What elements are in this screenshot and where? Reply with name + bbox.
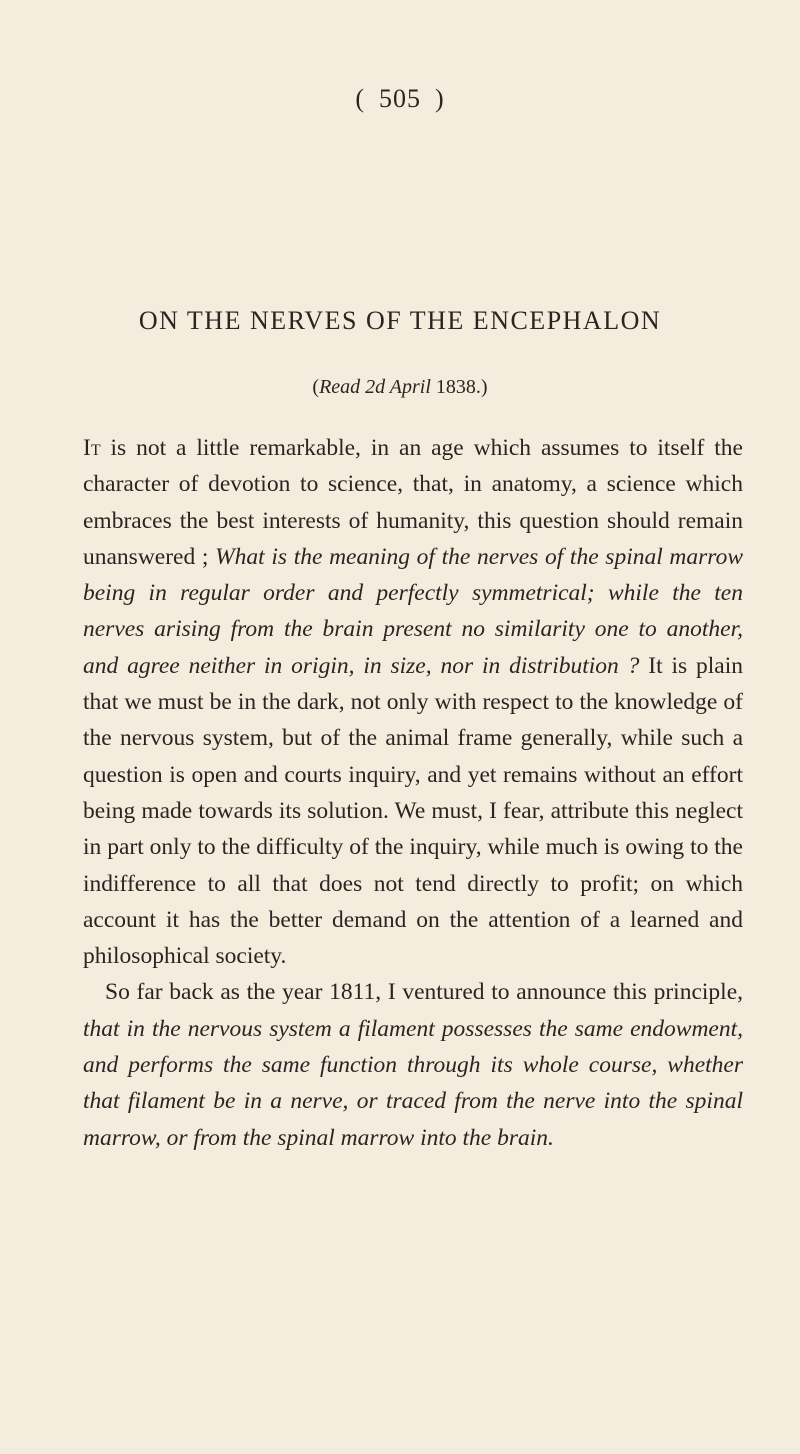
read-date-close: .) — [475, 376, 488, 398]
page-number-open-paren: ( — [355, 84, 365, 113]
paragraph-1-question: What is the meaning of the nerves of the spinal marrow being in regular order and perfectly symmetrical; while the ten nerves arising from the brain present no similarity one to another, and agree neither in origin, in size, nor in distribution ? — [83, 543, 743, 679]
read-date-year: 1838 — [435, 376, 476, 398]
read-date-note — [0, 376, 800, 399]
article-title: ON THE NERVES OF THE ENCEPHALON — [138, 306, 662, 335]
paragraph-2-intro: So far back as the year 1811, I ventured to announce this principle, — [105, 979, 743, 1006]
page-number-value: 505 — [379, 84, 421, 113]
paragraph-1-lead: It — [83, 435, 101, 461]
page-number-close-paren: ) — [435, 84, 445, 113]
paragraph-1 — [83, 430, 743, 974]
paragraph-1-rest: It is plain that we must be in the dark, not only with respect to the knowledge of the nervous system, but of the animal frame generally, while such a question is open and courts inquiry, and yet remains without an effort being made towards its solution. We must, I fear, attribute this neglect in part only to the difficulty of the inquiry, while much is owing to the indifference to all that does not tend directly to profit; on which account it has the better demand on the attention of a learned and philosophical society. — [83, 652, 743, 970]
paragraph-2-principle: that in the nervous system a filament possesses the same endowment, and performs the same function through its whole course, whether that filament be in a nerve, or traced from the nerve into the spinal marrow, or from the spinal marrow into the brain. — [83, 1015, 743, 1151]
read-date-italic: Read 2d April — [319, 376, 431, 398]
paragraph-1-intro: is not a little remarkable, in an age which assumes to itself the character of devotion to science, that, in anatomy, a science which embraces the best interests of humanity, this question should remain unanswered ; — [83, 435, 743, 570]
paragraph-2 — [83, 974, 743, 1155]
read-date-open: ( — [312, 376, 320, 398]
page-number — [0, 84, 800, 114]
body-text — [83, 430, 743, 1156]
